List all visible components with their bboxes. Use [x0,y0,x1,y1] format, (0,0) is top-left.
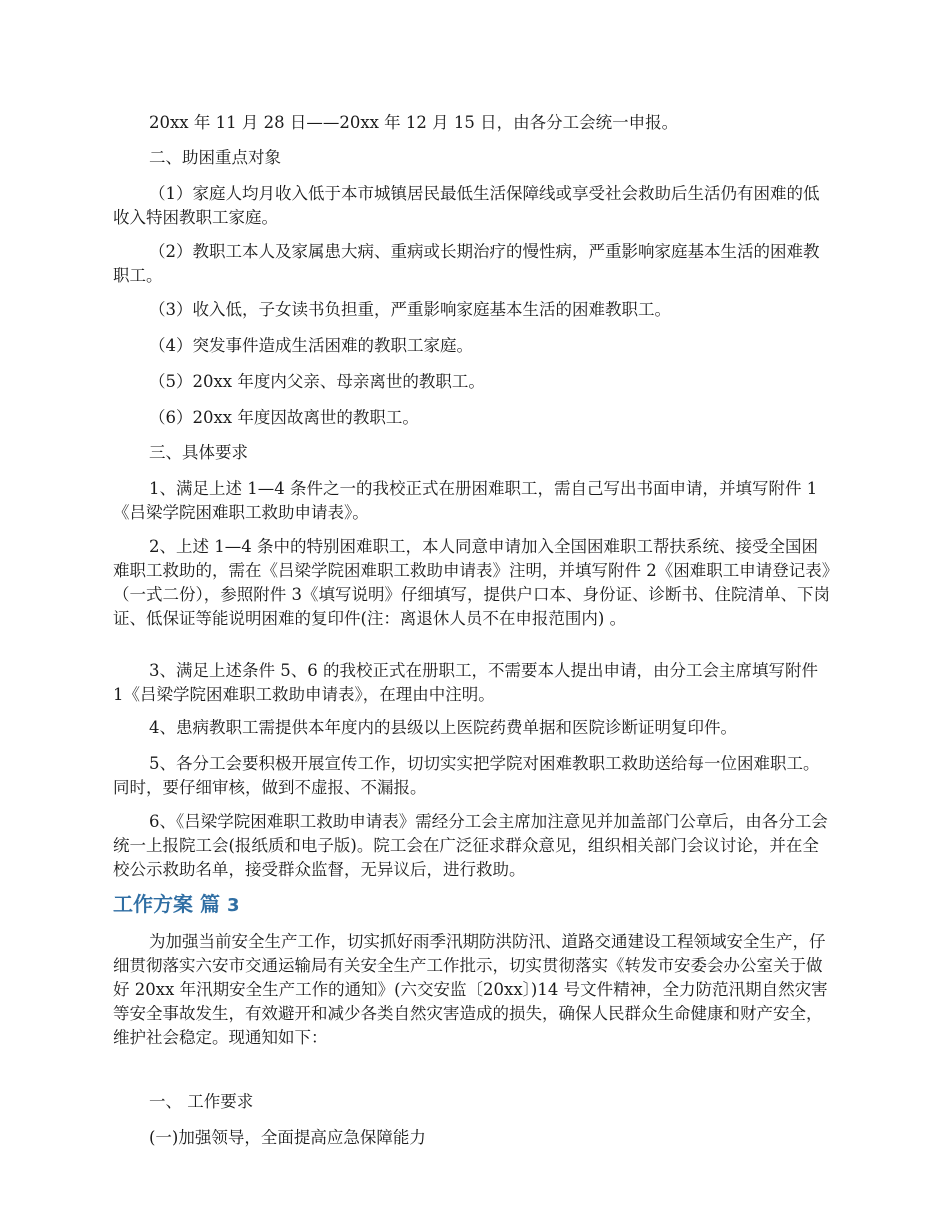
section-heading-key-targets: 二、助困重点对象 [149,148,281,167]
list-item-target-5: （5）20xx 年度内父亲、母亲离世的教职工。 [149,372,485,391]
subheading-strengthen-leadership: (一)加强领导，全面提高应急保障能力 [149,1128,426,1147]
section-heading-requirements: 三、具体要求 [149,443,248,462]
list-item-target-4: （4）突发事件造成生活困难的教职工家庭。 [149,336,473,355]
section-title [113,890,239,920]
section-title-number: 3 [226,895,240,916]
requirement-item-5: 5、各分工会要积极开展宣传工作，切切实实把学院对困难教职工救助送给每一位困难职工。同时，要仔细审核，做到不虚报、不漏报。 [113,754,820,797]
paragraph-application-period: 20xx 年 11 月 28 日——20xx 年 12 月 15 日，由各分工会统一申报。 [149,113,679,132]
requirement-item-3: 3、满足上述条件 5、6 的我校正式在册职工，不需要本人提出申请，由分工会主席填写附件 1《吕梁学院困难职工救助申请表》，在理由中注明。 [113,661,818,704]
list-item-target-1: （1）家庭人均月收入低于本市城镇居民最低生活保障线或享受社会救助后生活仍有困难的低收入特困教职工家庭。 [113,184,820,227]
subheading-work-requirements: 一、 工作要求 [149,1092,254,1111]
intro-paragraph: 为加强当前安全生产工作，切实抓好雨季汛期防洪防汛、道路交通建设工程领域安全生产，仔细贯彻落实六安市交通运输局有关安全生产工作批示，切实贯彻落实《转发市安委会办公室关于做好 20xx 年汛期安全生产工作的通知》(六交安监〔20xx〕)14 号文件精神，全力防范汛期自然灾害等安全事故发生，有效避开和减少各类自然灾害造成的损失，确保人民群众生命健康和财产安全，维护社会稳定。现通知如下： [113,932,828,1047]
list-item-target-6: （6）20xx 年度因故离世的教职工。 [149,408,419,427]
requirement-item-2: 2、上述 1—4 条中的特别困难职工，本人同意申请加入全国困难职工帮扶系统、接受全国困难职工救助的，需在《吕梁学院困难职工救助申请表》注明，并填写附件 2《困难职工申请登记表》（一式二份），参照附件 3《填写说明》仔细填写，提供户口本、身份证、诊断书、住院清单、下岗证、低保证等能说明困难的复印件(注：离退休人员不在申报范围内) 。 [113,537,830,628]
requirement-item-1: 1、满足上述 1—4 条件之一的我校正式在册困难职工，需自己写出书面申请，并填写附件 1《吕梁学院困难职工救助申请表》。 [113,479,818,522]
list-item-target-2: （2）教职工本人及家属患大病、重病或长期治疗的慢性病，严重影响家庭基本生活的困难教职工。 [113,242,820,285]
requirement-item-6: 6、《吕梁学院困难职工救助申请表》需经分工会主席加注意见并加盖部门公章后，由各分工会统一上报院工会(报纸质和电子版)。院工会在广泛征求群众意见，组织相关部门会议讨论，并在全校公示救助名单，接受群众监督，无异议后，进行救助。 [113,812,828,879]
list-item-target-3: （3）收入低，子女读书负担重，严重影响家庭基本生活的困难教职工。 [149,300,671,319]
requirement-item-4: 4、患病教职工需提供本年度内的县级以上医院药费单据和医院诊断证明复印件。 [149,718,737,737]
section-title-text: 工作方案 篇 [113,892,220,916]
